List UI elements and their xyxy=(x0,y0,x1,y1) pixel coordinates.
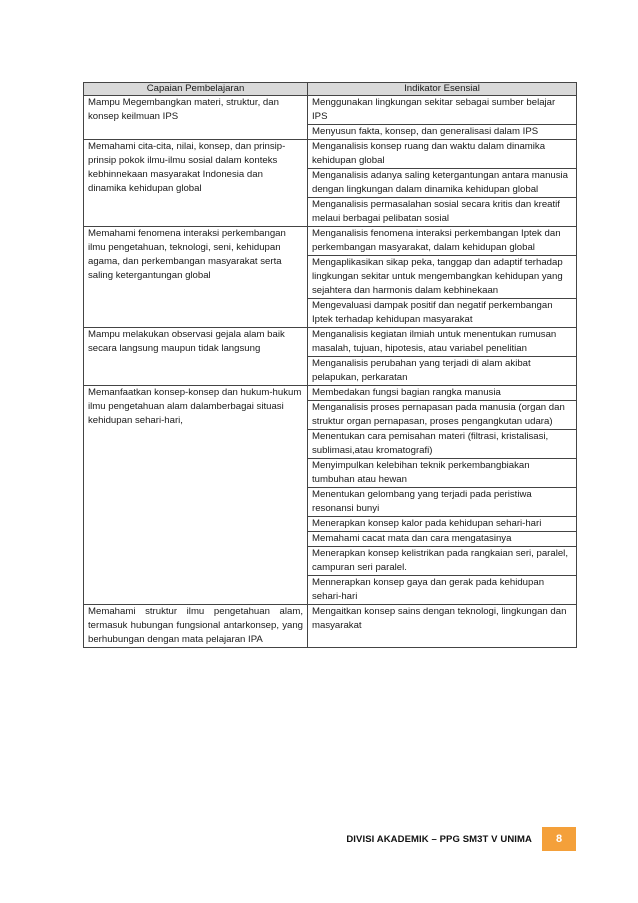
capaian-cell: Mampu Megembangkan materi, struktur, dan konsep keilmuan IPS xyxy=(84,96,308,140)
capaian-cell: Memahami struktur ilmu pengetahuan alam, termasuk hubungan fungsional antarkonsep, yang berhubungan dengan mata pelajaran IPA xyxy=(84,605,308,648)
indikator-cell: Membedakan fungsi bagian rangka manusia xyxy=(308,386,577,401)
indikator-cell: Mennerapkan konsep gaya dan gerak pada kehidupan sehari-hari xyxy=(308,576,577,605)
capaian-cell: Mampu melakukan observasi gejala alam baik secara langsung maupun tidak langsung xyxy=(84,328,308,386)
indikator-cell: Mengevaluasi dampak positif dan negatif perkembangan Iptek terhadap kehidupan masyarakat xyxy=(308,299,577,328)
table-header-row xyxy=(84,83,577,96)
table-row xyxy=(84,140,577,169)
competency-table xyxy=(83,82,577,648)
page-footer xyxy=(316,827,576,851)
table-row xyxy=(84,386,577,401)
indikator-cell: Menentukan gelombang yang terjadi pada peristiwa resonansi bunyi xyxy=(308,488,577,517)
indikator-cell: Menganalisis adanya saling ketergantungan antara manusia dengan lingkungan dalam dinamika kehidupan global xyxy=(308,169,577,198)
indikator-cell: Menyusun fakta, konsep, dan generalisasi dalam IPS xyxy=(308,125,577,140)
capaian-cell: Memahami cita-cita, nilai, konsep, dan prinsip-prinsip pokok ilmu-ilmu sosial dalam konteks kebhinnekaan masyarakat Indonesia dan dinamika kehidupan global xyxy=(84,140,308,227)
indikator-cell: Memahami cacat mata dan cara mengatasinya xyxy=(308,532,577,547)
capaian-cell: Memahami fenomena interaksi perkembangan ilmu pengetahuan, teknologi, seni, kehidupan agama, dan perkembangan masyarakat serta saling ketergantungan global xyxy=(84,227,308,328)
indikator-cell: Menganalisis perubahan yang terjadi di alam akibat pelapukan, perkaratan xyxy=(308,357,577,386)
indikator-cell: Menganalisis permasalahan sosial secara kritis dan kreatif melaui berbagai pelibatan sosial xyxy=(308,198,577,227)
indikator-cell: Mengaitkan konsep sains dengan teknologi, lingkungan dan masyarakat xyxy=(308,605,577,648)
table-row xyxy=(84,605,577,648)
table-row xyxy=(84,96,577,125)
header-indikator: Indikator Esensial xyxy=(308,83,577,96)
page-number: 8 xyxy=(542,827,576,851)
indikator-cell: Menggunakan lingkungan sekitar sebagai sumber belajar IPS xyxy=(308,96,577,125)
indikator-cell: Menerapkan konsep kalor pada kehidupan sehari-hari xyxy=(308,517,577,532)
indikator-cell: Mengaplikasikan sikap peka, tanggap dan adaptif terhadap lingkungan sekitar untuk mengembangkan kehidupan yang sejahtera dan harmonis dalam kebhinekaan xyxy=(308,256,577,299)
table-row xyxy=(84,227,577,256)
indikator-cell: Menganalisis fenomena interaksi perkembangan Iptek dan perkembangan masyarakat, dalam kehidupan global xyxy=(308,227,577,256)
indikator-cell: Menentukan cara pemisahan materi (filtrasi, kristalisasi, sublimasi,atau kromatografi) xyxy=(308,430,577,459)
indikator-cell: Menyimpulkan kelebihan teknik perkembangbiakan tumbuhan atau hewan xyxy=(308,459,577,488)
header-capaian: Capaian Pembelajaran xyxy=(84,83,308,96)
indikator-cell: Menganalisis kegiatan ilmiah untuk menentukan rumusan masalah, tujuan, hipotesis, atau variabel penelitian xyxy=(308,328,577,357)
capaian-cell: Memanfaatkan konsep-konsep dan hukum-hukum ilmu pengetahuan alam dalamberbagai situasi kehidupan sehari-hari, xyxy=(84,386,308,605)
indikator-cell: Menganalisis proses pernapasan pada manusia (organ dan struktur organ pernapasan, proses pengangkutan udara) xyxy=(308,401,577,430)
table-row xyxy=(84,328,577,357)
indikator-cell: Menerapkan konsep kelistrikan pada rangkaian seri, paralel, campuran seri paralel. xyxy=(308,547,577,576)
footer-org: DIVISI AKADEMIK – PPG SM3T V UNIMA xyxy=(346,833,532,845)
indikator-cell: Menganalisis konsep ruang dan waktu dalam dinamika kehidupan global xyxy=(308,140,577,169)
